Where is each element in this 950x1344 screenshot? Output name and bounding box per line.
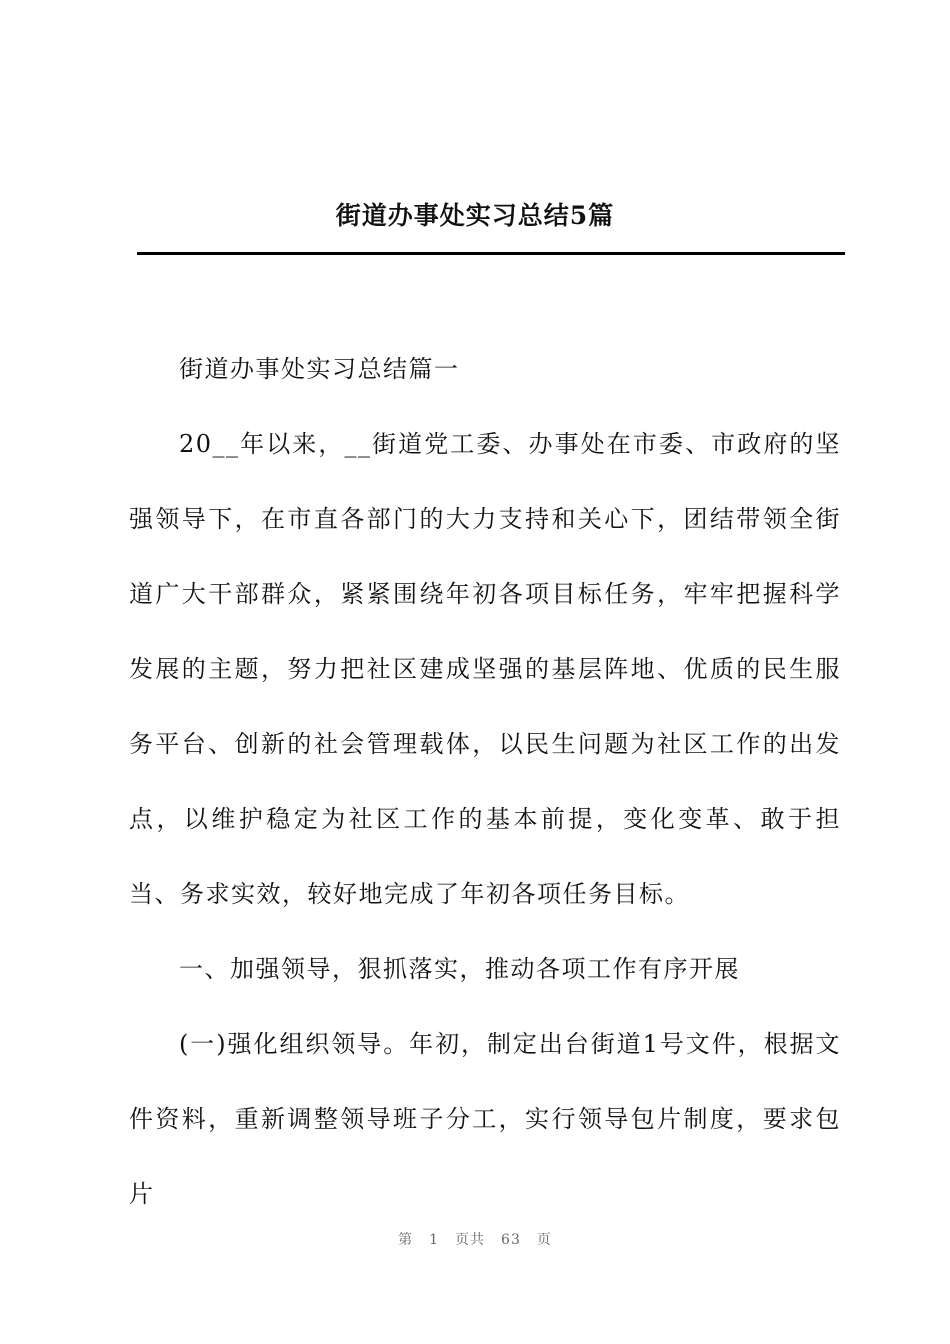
footer-label-end: 页 xyxy=(536,1232,552,1248)
footer-page-number: 1 xyxy=(429,1232,440,1248)
body-paragraph: 20__年以来，__街道党工委、办事处在市委、市政府的坚强领导下，在市直各部门的大力支持和关心下，团结带领全街道广大干部群众，紧紧围绕年初各项目标任务，牢牢把握科学发展的主题，努力把社区建成坚强的基层阵地、优质的民生服务平台、创新的社会管理载体，以民生问题为社区工作的出发点，以维护稳定为社区工作的基本前提，变化变革、敢于担当、务求实效，较好地完成了年初各项任务目标。 xyxy=(129,430,841,908)
subsection-heading: 一、加强领导，狠抓落实，推动各项工作有序开展 xyxy=(179,955,740,983)
page-footer xyxy=(0,1229,950,1249)
footer-total-pages: 63 xyxy=(501,1232,521,1248)
body-paragraph: (一)强化组织领导。年初，制定出台街道1号文件，根据文件资料，重新调整领导班子分工，实行领导包片制度，要求包片 xyxy=(129,1030,841,1208)
title-underline xyxy=(137,252,845,255)
section-heading: 街道办事处实习总结篇一 xyxy=(179,355,460,383)
footer-label-page: 第 xyxy=(398,1232,414,1248)
footer-label-of: 页共 xyxy=(455,1232,486,1248)
document-title: 街道办事处实习总结5篇 xyxy=(335,201,615,230)
